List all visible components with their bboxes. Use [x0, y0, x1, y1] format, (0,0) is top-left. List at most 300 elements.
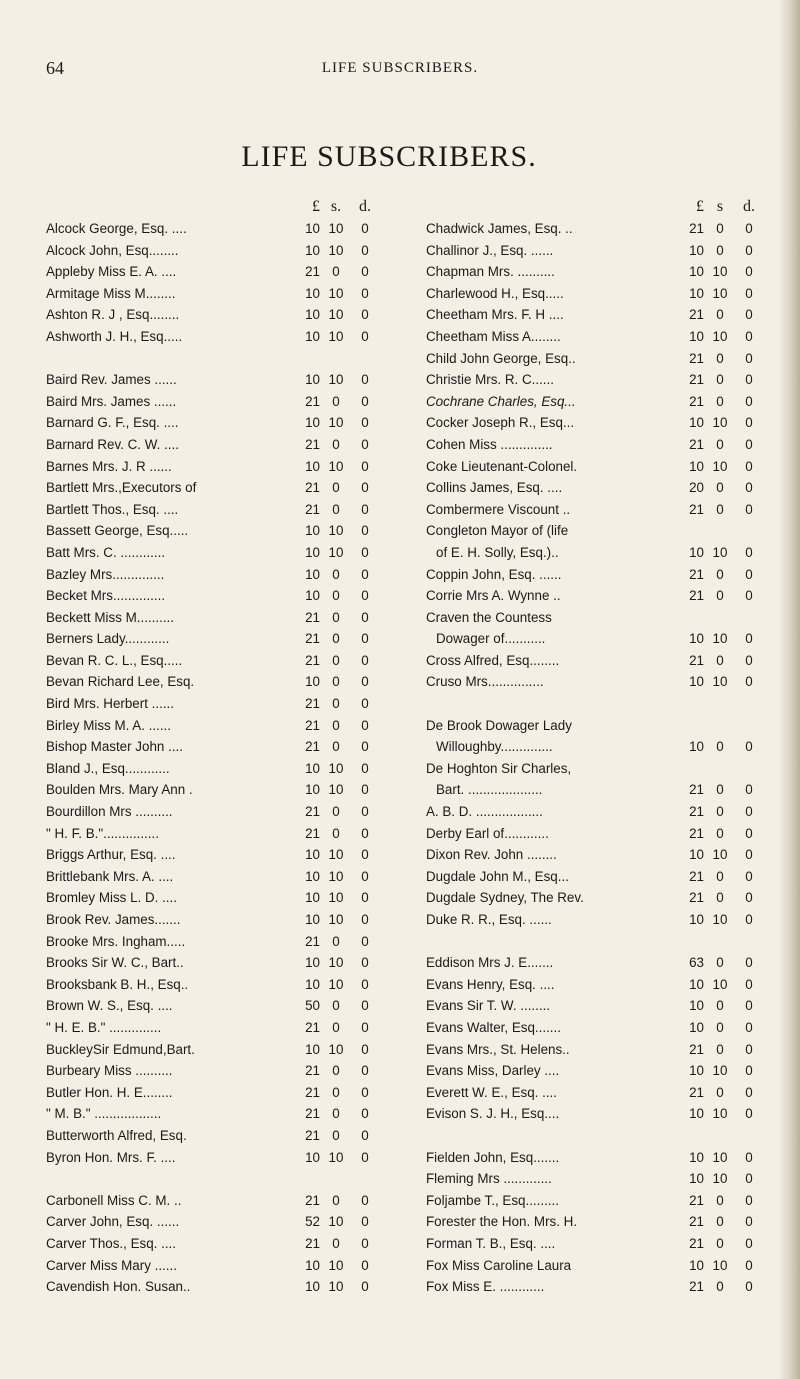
left-column	[46, 196, 378, 1298]
subscriber-entry	[426, 736, 762, 758]
pounds-amount: 21	[305, 501, 320, 517]
shillings-amount: 10	[328, 1257, 344, 1273]
shillings-amount: 0	[332, 1019, 340, 1035]
pence-amount: 0	[361, 328, 369, 344]
subscriber-entry	[426, 412, 762, 434]
subscriber-name: " M. B." ..................	[46, 1106, 162, 1122]
subscriber-name: Birley Miss M. A. ......	[46, 717, 171, 733]
pence-amount: 0	[361, 1063, 369, 1079]
pounds-amount: 10	[305, 890, 320, 906]
shillings-amount: 10	[328, 544, 344, 560]
pounds-amount: 21	[305, 739, 320, 755]
pence-amount: 0	[745, 1171, 753, 1187]
pence-amount: 0	[361, 393, 369, 409]
subscriber-entry	[426, 261, 762, 283]
pence-amount: 0	[361, 1279, 369, 1295]
subscriber-name: Bishop Master John ....	[46, 739, 183, 755]
shillings-amount: 0	[716, 307, 724, 323]
subscriber-entry	[46, 1276, 378, 1298]
pence-amount: 0	[745, 544, 753, 560]
shillings-amount: 10	[712, 264, 728, 280]
pounds-amount: 10	[689, 631, 704, 647]
pence-amount: 0	[361, 1214, 369, 1230]
pounds-amount: 10	[689, 328, 704, 344]
subscriber-name: Evans Mrs., St. Helens..	[426, 1041, 570, 1057]
pence-amount: 0	[745, 1214, 753, 1230]
pence-amount: 0	[745, 350, 753, 366]
pence-amount: 0	[361, 523, 369, 539]
subscriber-entry	[46, 564, 378, 586]
subscriber-entry	[46, 1060, 378, 1082]
pence-amount: 0	[745, 480, 753, 496]
shillings-amount: 0	[716, 566, 724, 582]
pence-amount: 0	[745, 782, 753, 798]
pounds-amount: 21	[689, 588, 704, 604]
subscriber-entry	[426, 304, 762, 326]
subscriber-entry	[46, 1103, 378, 1125]
pounds-amount: 21	[689, 782, 704, 798]
pounds-amount: 21	[305, 609, 320, 625]
subscriber-entry	[426, 542, 762, 564]
pence-amount: 0	[361, 609, 369, 625]
subscriber-name: Combermere Viscount ..	[426, 501, 571, 517]
shillings-amount: 0	[716, 1192, 724, 1208]
pounds-amount: 21	[689, 890, 704, 906]
pounds-amount: 10	[305, 458, 320, 474]
pounds-amount: 21	[689, 436, 704, 452]
pence-amount: 0	[361, 674, 369, 690]
shillings-amount: 0	[716, 1214, 724, 1230]
shillings-amount: 10	[712, 912, 728, 927]
shillings-amount: 10	[328, 890, 344, 906]
pence-amount: 0	[745, 912, 753, 927]
subscriber-name: Everett W. E., Esq. ....	[426, 1084, 557, 1100]
pounds-amount: 10	[305, 523, 320, 539]
subscriber-name: Batt Mrs. C. ............	[46, 544, 166, 560]
pounds-amount: 21	[305, 393, 320, 409]
subscriber-name: Boulden Mrs. Mary Ann .	[46, 782, 193, 798]
pounds-amount: 21	[689, 825, 704, 841]
subscriber-entry	[46, 542, 378, 564]
shillings-amount: 0	[332, 631, 340, 647]
pence-amount: 0	[361, 1127, 369, 1143]
subscriber-name: Chadwick James, Esq. ..	[426, 221, 573, 236]
pounds-amount: 21	[689, 1084, 704, 1100]
pounds-amount: 10	[305, 566, 320, 582]
subscriber-entry	[46, 261, 378, 283]
subscriber-name: Butler Hon. H. E........	[46, 1084, 173, 1100]
subscriber-entry	[426, 1017, 762, 1039]
shillings-amount: 10	[712, 458, 728, 474]
pence-amount: 0	[361, 372, 369, 388]
section-gap	[46, 348, 378, 370]
pence-amount: 0	[745, 652, 753, 668]
subscriber-name: Fox Miss E. ............	[426, 1279, 545, 1295]
subscriber-name: Carver Miss Mary ......	[46, 1257, 177, 1273]
pounds-amount: 10	[305, 868, 320, 884]
subscriber-name: Coppin John, Esq. ......	[426, 566, 562, 582]
subscriber-entry	[46, 1255, 378, 1277]
subscriber-name: Cohen Miss ..............	[426, 436, 553, 452]
subscriber-name: Becket Mrs..............	[46, 588, 166, 604]
subscriber-entry	[46, 974, 378, 996]
shillings-amount: 0	[332, 1084, 340, 1100]
pence-amount: 0	[745, 501, 753, 517]
pounds-amount: 10	[305, 242, 320, 258]
shillings-amount: 0	[332, 1127, 340, 1143]
subscriber-name: Forman T. B., Esq. ....	[426, 1235, 556, 1251]
pounds-amount: 10	[689, 1257, 704, 1273]
shillings-amount: 0	[332, 804, 340, 820]
subscriber-entry	[46, 304, 378, 326]
pence-amount: 0	[361, 1235, 369, 1251]
pence-amount: 0	[361, 739, 369, 755]
subscriber-name: De Brook Dowager Lady	[426, 717, 572, 733]
pounds-amount: 21	[305, 1127, 320, 1143]
subscriber-entry	[426, 607, 762, 629]
pence-amount: 0	[361, 631, 369, 647]
pence-amount: 0	[745, 1192, 753, 1208]
subscriber-name: " H. E. B." ..............	[46, 1019, 162, 1035]
subscriber-entry	[426, 348, 762, 370]
subscriber-entry	[46, 391, 378, 413]
shillings-amount: 10	[328, 307, 344, 323]
shillings-amount: 0	[332, 739, 340, 755]
shillings-amount: 10	[712, 1106, 728, 1122]
subscriber-name: Brown W. S., Esq. ....	[46, 998, 173, 1014]
subscriber-entry	[426, 952, 762, 974]
subscriber-name: Alcock George, Esq. ....	[46, 221, 187, 236]
right-column-header	[426, 196, 762, 218]
pence-amount: 0	[361, 1149, 369, 1165]
shillings-amount: 0	[716, 804, 724, 820]
pounds-header: £	[312, 198, 320, 215]
shillings-amount: 0	[332, 609, 340, 625]
subscriber-entry	[426, 499, 762, 521]
subscriber-name: Berners Lady............	[46, 631, 170, 647]
subscriber-entry	[426, 1082, 762, 1104]
pounds-amount: 21	[689, 566, 704, 582]
shillings-amount: 0	[332, 588, 340, 604]
pence-amount: 0	[361, 588, 369, 604]
shillings-amount: 0	[716, 868, 724, 884]
shillings-amount: 0	[332, 1192, 340, 1208]
pounds-amount: 21	[689, 393, 704, 409]
pounds-amount: 21	[689, 1279, 704, 1295]
subscriber-name: Bazley Mrs..............	[46, 566, 165, 582]
subscriber-name: Brooksbank B. H., Esq..	[46, 976, 189, 992]
subscriber-entry	[46, 693, 378, 715]
pence-amount: 0	[361, 307, 369, 323]
shillings-amount: 0	[332, 1106, 340, 1122]
pounds-amount: 10	[305, 415, 320, 431]
subscriber-name: Barnard Rev. C. W. ....	[46, 436, 179, 452]
subscriber-entry	[46, 434, 378, 456]
subscriber-name: Christie Mrs. R. C......	[426, 372, 554, 388]
subscriber-entry	[426, 369, 762, 391]
pounds-amount: 10	[689, 998, 704, 1014]
shillings-amount: 0	[716, 350, 724, 366]
pence-amount: 0	[745, 1257, 753, 1273]
pence-amount: 0	[361, 1192, 369, 1208]
pence-amount: 0	[361, 285, 369, 301]
subscriber-entry	[46, 607, 378, 629]
subscriber-entry	[46, 369, 378, 391]
shillings-amount: 0	[716, 372, 724, 388]
subscriber-name: Cheetham Miss A........	[426, 328, 561, 344]
pence-amount: 0	[745, 436, 753, 452]
subscriber-entry	[426, 995, 762, 1017]
shillings-amount: 0	[716, 1279, 724, 1295]
subscriber-name: Bartlett Thos., Esq. ....	[46, 501, 179, 517]
shillings-amount: 0	[332, 696, 340, 712]
pounds-amount: 10	[305, 285, 320, 301]
pence-amount: 0	[745, 631, 753, 647]
pounds-amount: 10	[689, 739, 704, 755]
subscriber-name: Dugdale Sydney, The Rev.	[426, 890, 584, 906]
shillings-amount: 10	[712, 1063, 728, 1079]
subscriber-name: Corrie Mrs A. Wynne ..	[426, 588, 561, 604]
subscriber-entry	[46, 477, 378, 499]
shillings-amount: 0	[332, 652, 340, 668]
pence-amount: 0	[745, 415, 753, 431]
pounds-amount: 10	[689, 285, 704, 301]
subscriber-entry	[46, 456, 378, 478]
page-header	[46, 58, 754, 82]
subscriber-name: Brooke Mrs. Ingham.....	[46, 933, 186, 949]
section-gap	[46, 1168, 378, 1190]
pounds-amount: 10	[689, 242, 704, 258]
shillings-amount: 0	[716, 739, 724, 755]
subscriber-name: Cruso Mrs...............	[426, 674, 544, 690]
pounds-amount: 21	[689, 868, 704, 884]
subscriber-name: Congleton Mayor of (life	[426, 523, 569, 539]
subscriber-entry	[46, 650, 378, 672]
subscriber-entry	[426, 520, 762, 542]
subscriber-entry	[426, 1190, 762, 1212]
shillings-amount: 0	[332, 933, 340, 949]
pounds-amount: 21	[305, 1084, 320, 1100]
pence-amount: 0	[361, 221, 369, 236]
pounds-amount: 21	[305, 1192, 320, 1208]
subscriber-entry	[46, 520, 378, 542]
pence-amount: 0	[745, 566, 753, 582]
pounds-amount: 10	[305, 1149, 320, 1165]
subscriber-entry	[426, 477, 762, 499]
pence-amount: 0	[361, 1041, 369, 1057]
subscriber-name: Bartlett Mrs.,Executors of	[46, 480, 197, 496]
shillings-amount: 0	[716, 782, 724, 798]
subscriber-entry	[46, 628, 378, 650]
shillings-amount: 10	[328, 955, 344, 971]
pence-amount: 0	[361, 1019, 369, 1035]
subscriber-entry	[426, 866, 762, 888]
pence-amount: 0	[745, 393, 753, 409]
subscriber-name: Bart. ....................	[436, 782, 543, 798]
subscriber-name: Coke Lieutenant-Colonel.	[426, 458, 578, 474]
pence-amount: 0	[361, 544, 369, 560]
shillings-amount: 0	[716, 221, 724, 236]
subscriber-name: Fox Miss Caroline Laura	[426, 1257, 572, 1273]
shillings-amount: 10	[712, 847, 728, 863]
subscriber-name: Baird Mrs. James ......	[46, 393, 177, 409]
pounds-amount: 21	[305, 264, 320, 280]
shillings-amount: 10	[328, 1214, 344, 1230]
pounds-amount: 21	[689, 307, 704, 323]
pounds-amount: 50	[305, 998, 320, 1014]
pence-amount: 0	[361, 242, 369, 258]
shillings-amount: 10	[712, 674, 728, 690]
pence-amount: 0	[361, 696, 369, 712]
pounds-amount: 10	[689, 415, 704, 431]
subscriber-entry	[46, 1039, 378, 1061]
subscriber-name: Collins James, Esq. ....	[426, 480, 563, 496]
pence-amount: 0	[745, 1235, 753, 1251]
subscriber-entry	[426, 909, 762, 931]
shillings-amount: 10	[712, 1149, 728, 1165]
subscriber-entry	[426, 1168, 762, 1190]
shillings-amount: 0	[716, 393, 724, 409]
shillings-amount: 0	[716, 501, 724, 517]
shillings-amount: 0	[716, 825, 724, 841]
shillings-amount: 10	[712, 1257, 728, 1273]
pence-amount: 0	[745, 242, 753, 258]
subscriber-name: Bevan R. C. L., Esq.....	[46, 652, 183, 668]
subscriber-name: Cavendish Hon. Susan..	[46, 1279, 191, 1295]
subscriber-entry	[46, 736, 378, 758]
subscriber-name: Brook Rev. James.......	[46, 912, 181, 927]
subscriber-name: Cochrane Charles, Esq...	[426, 393, 576, 409]
pounds-amount: 10	[689, 976, 704, 992]
subscriber-name: Evison S. J. H., Esq....	[426, 1106, 560, 1122]
subscriber-entry	[46, 1233, 378, 1255]
subscriber-name: Beckett Miss M..........	[46, 609, 174, 625]
subscriber-entry	[426, 671, 762, 693]
subscriber-entry	[46, 218, 378, 240]
pounds-amount: 21	[689, 804, 704, 820]
shillings-amount: 0	[716, 1235, 724, 1251]
subscriber-name: Dugdale John M., Esq...	[426, 868, 569, 884]
shillings-amount: 10	[328, 1149, 344, 1165]
pounds-amount: 10	[689, 1149, 704, 1165]
subscriber-name: Dixon Rev. John ........	[426, 847, 557, 863]
pence-amount: 0	[361, 1257, 369, 1273]
subscriber-entry	[426, 564, 762, 586]
pence-amount: 0	[745, 1084, 753, 1100]
pence-amount: 0	[745, 285, 753, 301]
subscriber-entry	[46, 909, 378, 931]
shillings-amount: 10	[712, 976, 728, 992]
shillings-amount: 0	[332, 480, 340, 496]
shillings-amount: 10	[712, 415, 728, 431]
pence-amount: 0	[745, 890, 753, 906]
subscriber-entry	[426, 456, 762, 478]
subscriber-entry	[46, 412, 378, 434]
pounds-amount: 10	[689, 912, 704, 927]
subscriber-name: Willoughby..............	[436, 739, 553, 755]
pounds-amount: 10	[689, 544, 704, 560]
pence-amount: 0	[361, 890, 369, 906]
pence-amount: 0	[745, 1019, 753, 1035]
shillings-amount: 10	[328, 976, 344, 992]
shillings-amount: 10	[328, 328, 344, 344]
pounds-amount: 21	[689, 1192, 704, 1208]
subscriber-entry	[46, 283, 378, 305]
pounds-amount: 21	[305, 631, 320, 647]
pounds-amount: 10	[689, 1063, 704, 1079]
shillings-amount: 10	[328, 372, 344, 388]
pounds-amount: 10	[689, 1106, 704, 1122]
subscriber-entry	[46, 499, 378, 521]
pounds-amount: 10	[689, 458, 704, 474]
pounds-amount: 52	[305, 1214, 320, 1230]
running-head: LIFE SUBSCRIBERS.	[321, 60, 479, 76]
subscriber-entry	[46, 887, 378, 909]
pounds-amount: 10	[305, 372, 320, 388]
pounds-amount: 21	[305, 825, 320, 841]
subscriber-entry	[46, 671, 378, 693]
pence-amount: 0	[361, 804, 369, 820]
shillings-amount: 0	[716, 480, 724, 496]
subscriber-name: Alcock John, Esq........	[46, 242, 179, 258]
pounds-amount: 21	[689, 221, 704, 236]
subscriber-name: Cross Alfred, Esq........	[426, 652, 560, 668]
shillings-amount: 10	[712, 285, 728, 301]
subscriber-name: Brittlebank Mrs. A. ....	[46, 868, 174, 884]
pence-amount: 0	[361, 976, 369, 992]
subscriber-name: BuckleySir Edmund,Bart.	[46, 1041, 195, 1057]
pounds-amount: 10	[305, 544, 320, 560]
pence-amount: 0	[361, 912, 369, 927]
pence-amount: 0	[361, 933, 369, 949]
subscriber-name: Duke R. R., Esq. ......	[426, 912, 552, 927]
pence-amount: 0	[745, 674, 753, 690]
pounds-amount: 21	[689, 652, 704, 668]
subscriber-entry	[46, 931, 378, 953]
shillings-amount: 10	[328, 868, 344, 884]
subscriber-name: Foljambe T., Esq.........	[426, 1192, 559, 1208]
subscriber-entry	[426, 434, 762, 456]
pounds-amount: 10	[305, 1257, 320, 1273]
pounds-amount: 10	[689, 847, 704, 863]
subscriber-entry	[426, 585, 762, 607]
shillings-amount: 0	[716, 890, 724, 906]
pounds-amount: 10	[689, 674, 704, 690]
subscriber-name: of E. H. Solly, Esq.)..	[436, 544, 559, 560]
pence-amount: 0	[361, 264, 369, 280]
subscriber-name: Carver Thos., Esq. ....	[46, 1235, 176, 1251]
shillings-amount: 0	[716, 1084, 724, 1100]
shillings-amount: 10	[712, 544, 728, 560]
subscriber-name: Fielden John, Esq.......	[426, 1149, 560, 1165]
pence-amount: 0	[745, 868, 753, 884]
pounds-amount: 21	[305, 652, 320, 668]
pounds-header: £	[696, 198, 704, 215]
subscriber-entry	[426, 844, 762, 866]
shillings-amount: 10	[328, 1041, 344, 1057]
subscriber-entry	[46, 779, 378, 801]
pounds-amount: 10	[689, 264, 704, 280]
shillings-amount: 0	[716, 1019, 724, 1035]
pounds-amount: 10	[305, 307, 320, 323]
pounds-amount: 21	[689, 1235, 704, 1251]
pounds-amount: 63	[689, 955, 704, 971]
shillings-amount: 10	[328, 782, 344, 798]
subscriber-entry	[426, 218, 762, 240]
subscriber-name: Bromley Miss L. D. ....	[46, 890, 177, 906]
pence-amount: 0	[361, 458, 369, 474]
shillings-amount: 0	[332, 674, 340, 690]
